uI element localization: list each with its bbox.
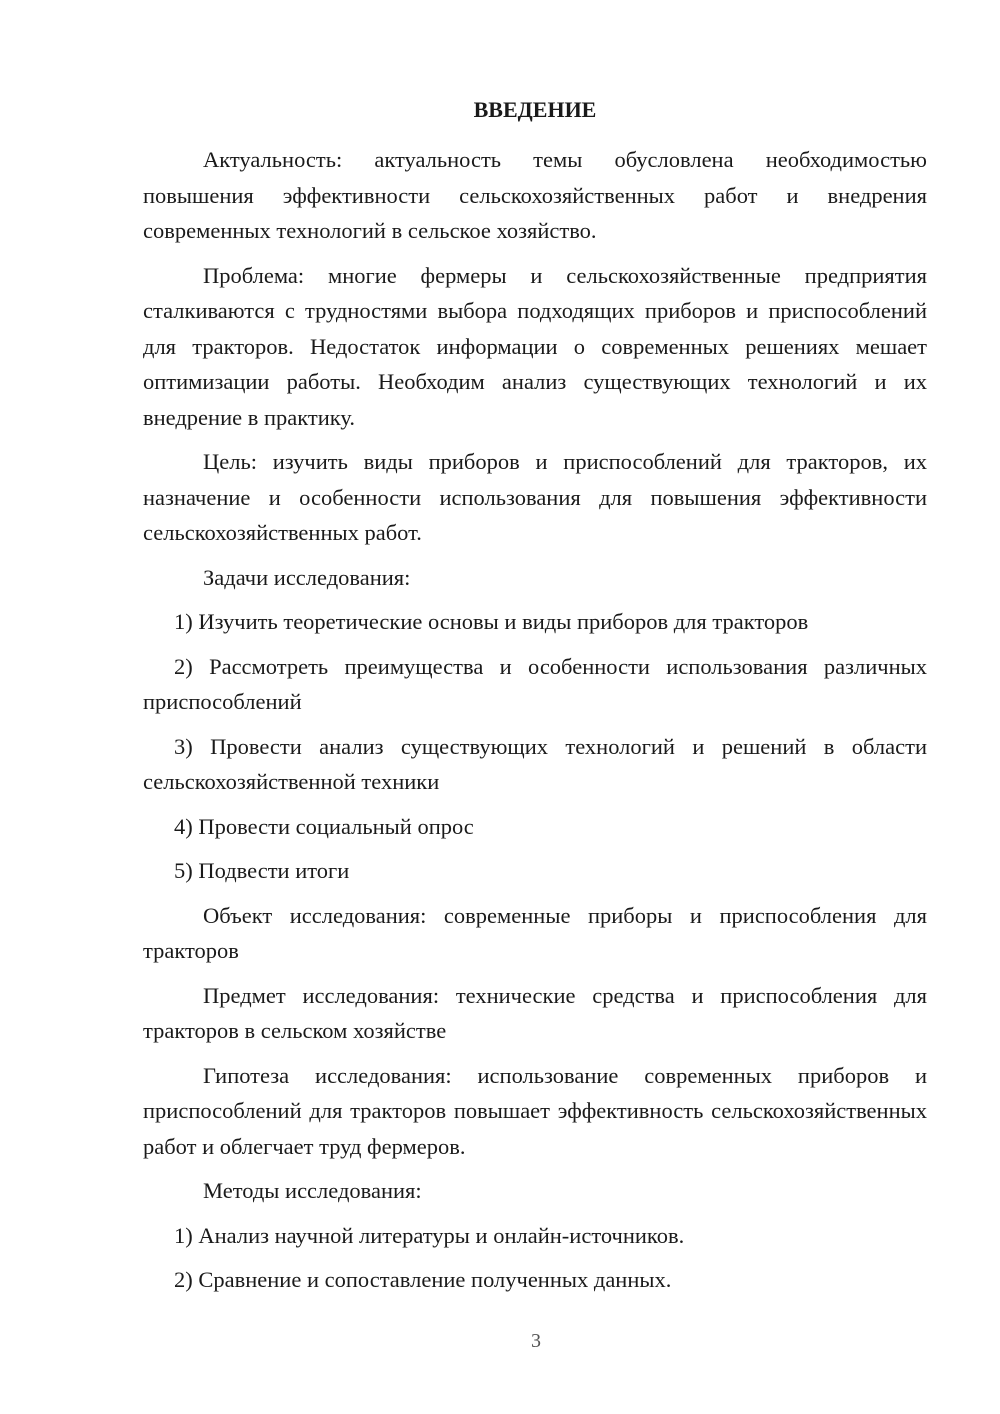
hypothesis-paragraph: Гипотеза исследования: использование современных приборов и приспособлений для тракторов повышает эффективность сельскохозяйственных работ и облегчает труд фермеров. (143, 1062, 927, 1159)
task-item: 5) Подвести итоги (174, 858, 350, 883)
object-paragraph: Объект исследования: современные приборы и приспособления для тракторов (143, 902, 927, 963)
subject-paragraph: Предмет исследования: технические средства и приспособления для тракторов в сельском хозяйстве (143, 982, 927, 1043)
section-title: ВВЕДЕНИЕ (473, 97, 597, 122)
method-item: 2) Сравнение и сопоставление полученных данных. (174, 1267, 672, 1292)
tasks-heading: Задачи исследования: (203, 564, 411, 590)
task-item: 4) Провести социальный опрос (174, 813, 474, 839)
methods-heading: Методы исследования: (203, 1178, 422, 1203)
task-item: 3) Провести анализ существующих технологий и решений в области сельскохозяйственной техники (143, 733, 927, 794)
task-item: 2) Рассмотреть преимущества и особенности использования различных приспособлений (143, 653, 927, 714)
problem-paragraph: Проблема: многие фермеры и сельскохозяйственные предприятия сталкиваются с трудностями выбора подходящих приборов и приспособлений для тракторов. Недостаток информации о современных решениях мешает оптимизации работы. Необходим анализ существующих технологий и их внедрение в практику. (143, 262, 927, 430)
goal-paragraph: Цель: изучить виды приборов и приспособлений для тракторов, их назначение и особенности использования для повышения эффективности сельскохозяйственных работ. (143, 449, 927, 545)
document-page (143, 92, 927, 1307)
relevance-paragraph: Актуальность: актуальность темы обусловлена необходимостью повышения эффективности сельскохозяйственных работ и внедрения современных технологий в сельское хозяйство. (143, 147, 927, 243)
task-item: 1) Изучить теоретические основы и виды приборов для тракторов (174, 609, 809, 634)
page-number: 3 (531, 1330, 541, 1352)
method-item: 1) Анализ научной литературы и онлайн-источников. (174, 1222, 685, 1248)
